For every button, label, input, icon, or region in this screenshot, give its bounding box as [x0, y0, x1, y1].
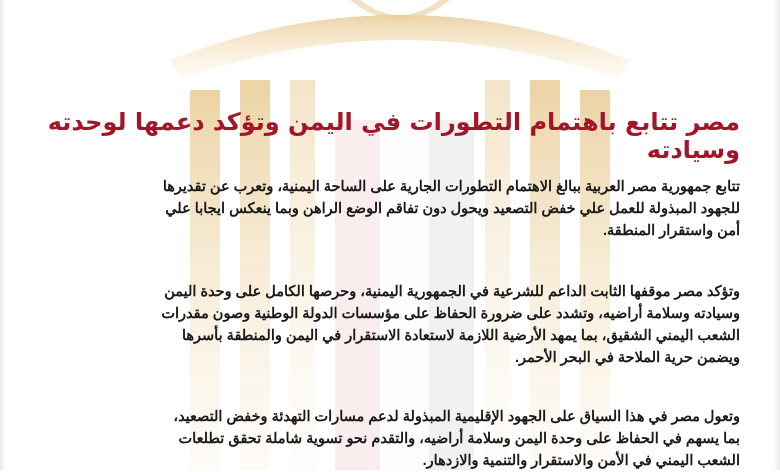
paragraph-3: [100, 406, 740, 472]
document-title: مصر تتابع باهتمام التطورات في اليمن وتؤكد دعمها لوحدته وسيادته: [47, 108, 740, 164]
paragraph-2: [100, 281, 740, 369]
paragraph-line: وسيادته وسلامة أراضيه، وتشدد على ضرورة الحفاظ على مؤسسات الدولة الوطنية وصون مقدرات: [161, 306, 740, 322]
paragraph-1: [100, 176, 740, 242]
paragraph-line: الشعب اليمني في الأمن والاستقرار والتنمية والازدهار.: [422, 453, 740, 469]
paragraph-line: الشعب اليمني الشقيق، بما يمهد الأرضية اللازمة لاستعادة الاستقرار في اليمن والمنطقة بأسرها: [181, 328, 740, 344]
paragraph-line: للجهود المبذولة للعمل علي خفض التصعيد ويحول دون تفاقم الوضع الراهن وبما ينعكس ايجابا علي: [165, 201, 740, 217]
page-edge-right: [774, 0, 780, 470]
paragraph-line: ويضمن حرية الملاحة في البحر الأحمر.: [514, 350, 740, 366]
paragraph-line: وتعول مصر في هذا السياق على الجهود الإقليمية المبذولة لدعم مسارات التهدئة وخفض التصعيد،: [173, 409, 740, 425]
paragraph-line: تتابع جمهورية مصر العربية ببالغ الاهتمام التطورات الجارية على الساحة اليمنية، وتعرب عن تقديرها: [162, 179, 740, 195]
paragraph-line: أمن واستقرار المنطقة.: [602, 223, 740, 239]
page-edge-left: [0, 0, 6, 470]
paragraph-line: وتؤكد مصر موقفها الثابت الداعم للشرعية في الجمهورية اليمنية، وحرصها الكامل على وحدة اليمن: [164, 284, 740, 300]
paragraph-line: بما يسهم في الحفاظ على وحدة اليمن وسلامة أراضيه، والتقدم نحو تسوية شاملة تحقق تطلعات: [178, 431, 740, 447]
